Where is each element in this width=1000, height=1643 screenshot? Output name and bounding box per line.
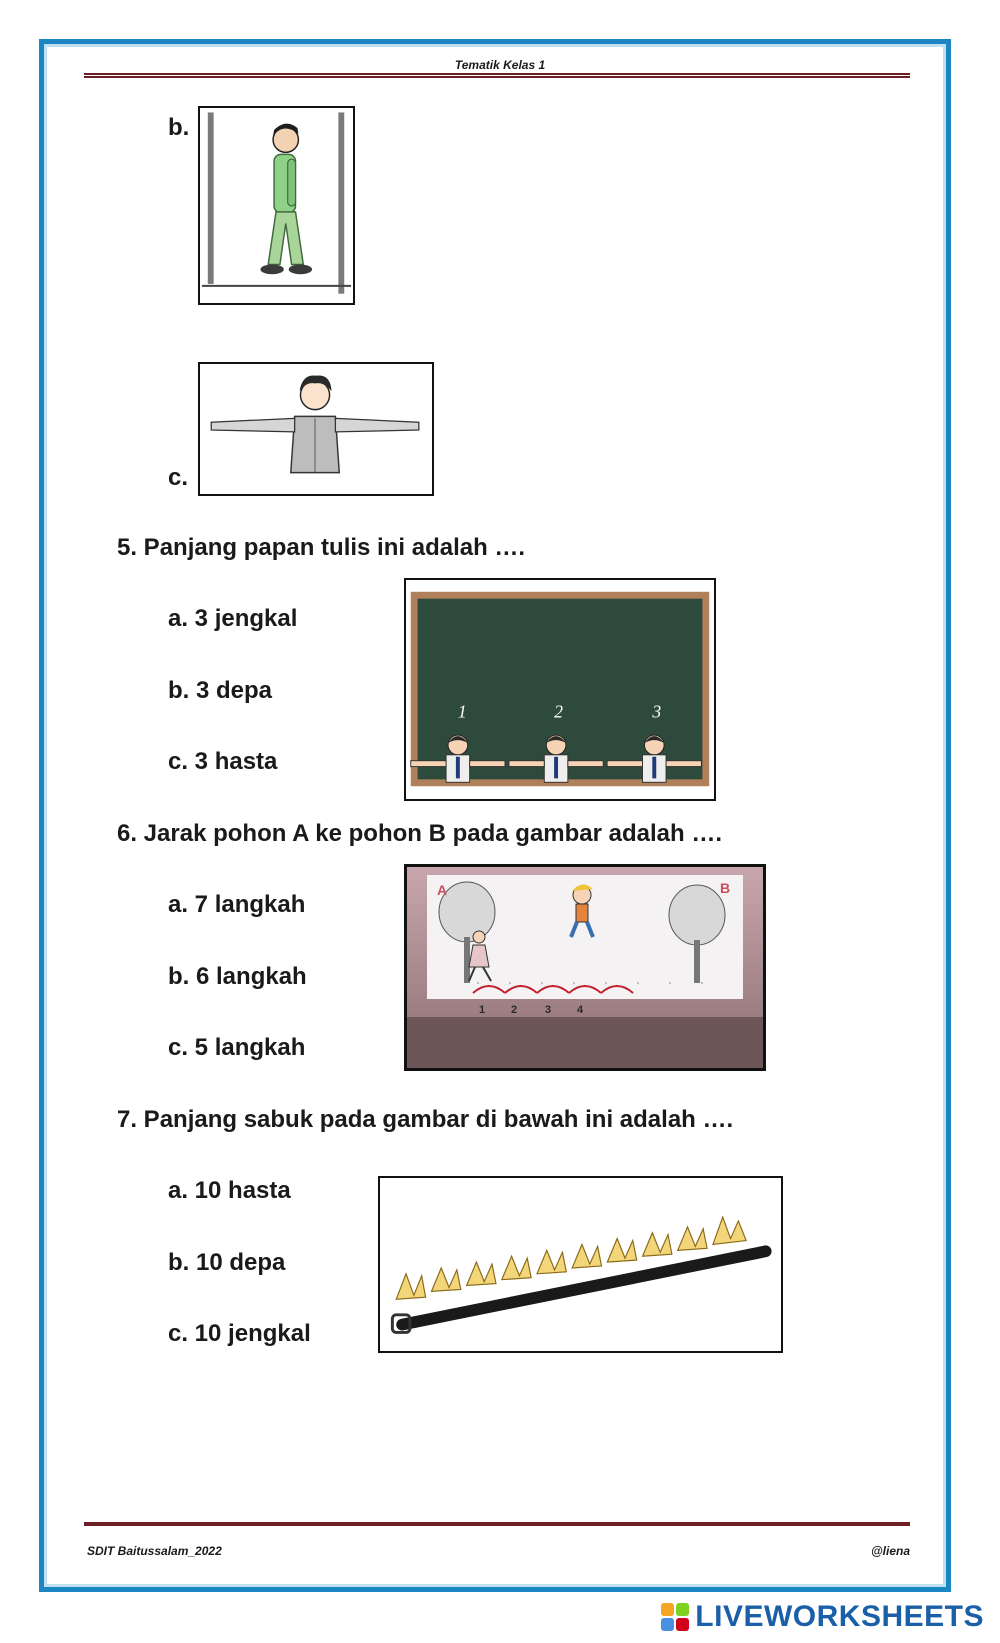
belt-measured-with-hands-illustration — [380, 1178, 781, 1351]
chalk-number-3: 3 — [652, 701, 662, 722]
chalk-number-1: 1 — [457, 701, 467, 722]
footer-author: @liena — [870, 1544, 910, 1558]
tree-b-label: B — [720, 880, 731, 896]
q5-option-b[interactable]: b. 3 depa — [168, 677, 273, 704]
chalkboard-with-three-children-illustration — [406, 580, 714, 799]
q4-option-b-label: b. — [168, 114, 190, 141]
q7-option-a[interactable]: a. 10 hasta — [168, 1177, 291, 1204]
q5-question: 5. Panjang papan tulis ini adalah …. — [117, 534, 526, 561]
footer-school: SDIT Baitussalam_2022 — [87, 1544, 222, 1558]
q6-option-a[interactable]: a. 7 langkah — [168, 891, 306, 918]
boy-walking-through-door-illustration — [200, 108, 353, 303]
q4-option-b-image[interactable] — [198, 106, 355, 305]
q7-option-c[interactable]: c. 10 jengkal — [168, 1320, 311, 1347]
footer-rule — [84, 1522, 910, 1526]
q5-option-a[interactable]: a. 3 jengkal — [168, 605, 298, 632]
liveworksheets-brand[interactable] — [661, 1600, 984, 1634]
q6-trees-image — [404, 864, 766, 1071]
q4-option-c-label: c. — [168, 464, 189, 491]
boy-arms-spread-illustration — [200, 364, 432, 494]
step-1: 1 — [479, 1004, 486, 1016]
q6-option-c[interactable]: c. 5 langkah — [168, 1034, 306, 1061]
q7-belt-image — [378, 1176, 783, 1353]
q6-question: 6. Jarak pohon A ke pohon B pada gambar adalah …. — [117, 820, 723, 847]
q7-question: 7. Panjang sabuk pada gambar di bawah ini adalah …. — [117, 1106, 734, 1133]
header-rule — [84, 73, 910, 78]
q5-option-c[interactable]: c. 3 hasta — [168, 748, 278, 775]
q6-option-b[interactable]: b. 6 langkah — [168, 963, 307, 990]
header-title: Tematik Kelas 1 — [454, 58, 546, 72]
step-3: 3 — [545, 1004, 552, 1016]
q4-option-c-image[interactable] — [198, 362, 434, 496]
trees-and-steps-illustration — [407, 867, 763, 1068]
tree-a-label: A — [437, 882, 448, 898]
liveworksheets-logo-icon — [661, 1603, 689, 1631]
q7-option-b[interactable]: b. 10 depa — [168, 1249, 286, 1276]
page-frame — [39, 39, 951, 1592]
q5-chalkboard-image — [404, 578, 716, 801]
step-4: 4 — [577, 1004, 584, 1016]
chalk-number-2: 2 — [554, 701, 563, 722]
step-2: 2 — [511, 1004, 518, 1016]
liveworksheets-text: LIVEWORKSHEETS — [695, 1600, 984, 1633]
